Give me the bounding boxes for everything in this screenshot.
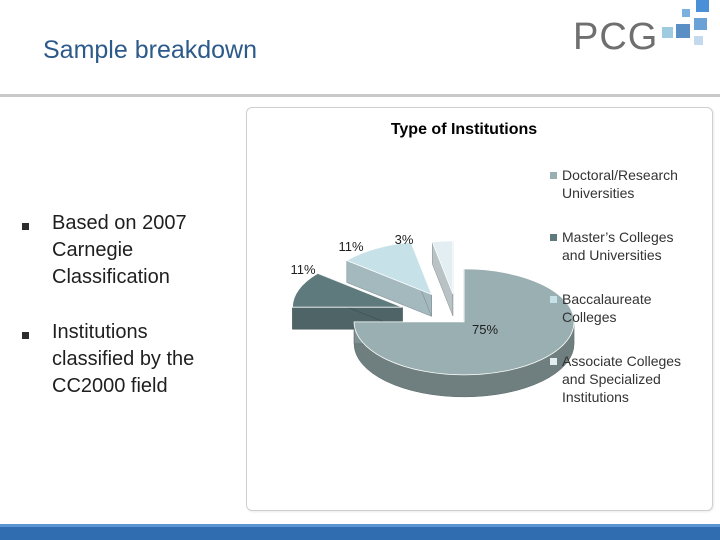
legend-swatch-associate-colleges-and-specialized-institutions (550, 358, 557, 365)
title-divider (0, 94, 720, 97)
bullet-square-icon (22, 223, 29, 230)
logo-square-icon (696, 0, 709, 12)
logo-square-icon (682, 9, 690, 17)
bullet-text: Based on 2007 Carnegie Classification (52, 212, 187, 288)
legend-label-doctoral-research-universities: Doctoral/Research Universities (562, 167, 678, 201)
chart-title: Type of Institutions (390, 121, 538, 138)
footer-bar (0, 524, 720, 540)
data-label-associate-colleges-and-specialized-institutions: 3% (394, 232, 414, 247)
logo-square-icon (662, 27, 673, 38)
pcg-logo (573, 0, 720, 62)
legend-label-master-s-colleges-and-universities: Master’s Colleges and Universities (562, 229, 674, 263)
data-label-baccalaureate-colleges: 11% (338, 239, 364, 254)
slide-title: Sample breakdown (43, 36, 258, 64)
data-label-doctoral-research-universities: 75% (471, 322, 499, 337)
logo-square-icon (676, 24, 690, 38)
legend-swatch-baccalaureate-colleges (550, 296, 557, 303)
legend-swatch-master-s-colleges-and-universities (550, 234, 557, 241)
pie-chart (246, 107, 713, 511)
bullet-item (22, 210, 232, 291)
logo-square-icon (694, 18, 707, 30)
legend-label-baccalaureate-colleges: Baccalaureate Colleges (562, 291, 652, 325)
logo-text: PCG (573, 16, 659, 58)
bullet-item (22, 319, 232, 400)
bullet-list (22, 210, 232, 428)
bullet-square-icon (22, 332, 29, 339)
legend-label-associate-colleges-and-specialized-institutions: Associate Colleges and Specialized Institutions (562, 353, 682, 405)
chart-canvas (247, 108, 712, 510)
data-label-master-s-colleges-and-universities: 11% (290, 262, 316, 277)
logo-square-icon (694, 36, 703, 45)
bullet-text: Institutions classified by the CC2000 field (52, 321, 195, 397)
legend-swatch-doctoral-research-universities (550, 172, 557, 179)
